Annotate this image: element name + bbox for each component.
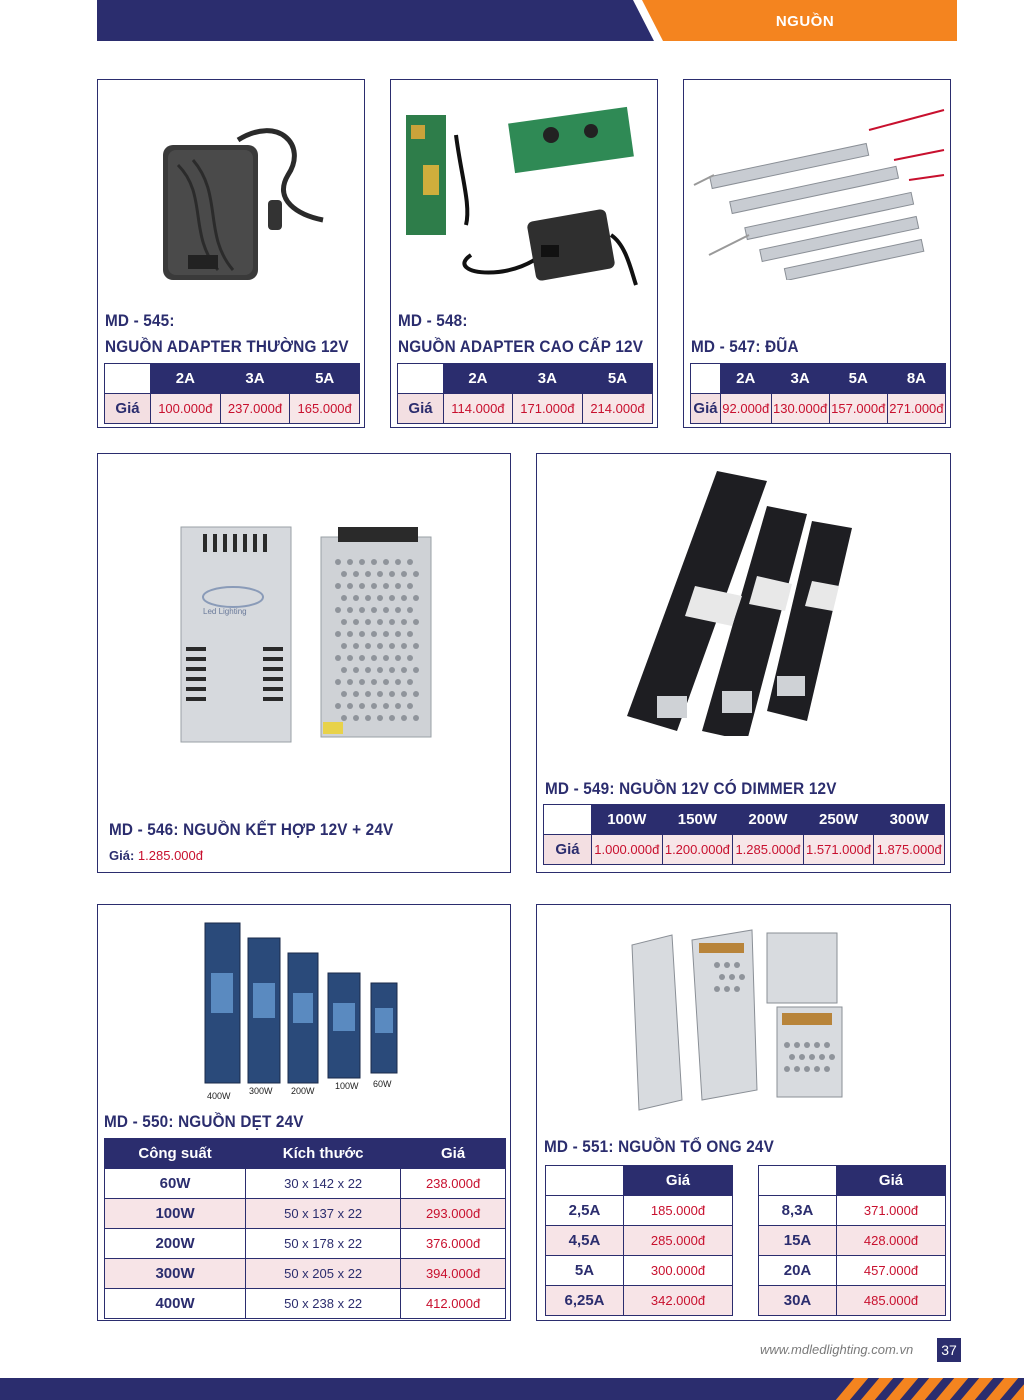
power-cell: 400W [105, 1289, 246, 1319]
page-number: 37 [937, 1338, 961, 1362]
price-cell: 165.000đ [290, 394, 360, 424]
table-row [546, 1226, 733, 1256]
price-cell: 130.000đ [771, 394, 829, 424]
price-table-547 [690, 363, 946, 424]
amp-cell: 8,3A [759, 1196, 837, 1226]
price-cell: 271.000đ [887, 394, 945, 424]
table-corner [105, 364, 151, 394]
amp-cell: 30A [759, 1286, 837, 1316]
price-cell: 293.000đ [401, 1199, 506, 1229]
price-cell: 457.000đ [837, 1256, 946, 1286]
col-header: Kích thước [246, 1139, 401, 1169]
table-corner [759, 1166, 837, 1196]
price-line [109, 848, 203, 863]
col-header: 3A [220, 364, 290, 394]
col-header: 5A [290, 364, 360, 394]
amp-cell: 15A [759, 1226, 837, 1256]
price-cell: 157.000đ [829, 394, 887, 424]
website-url[interactable]: www.mdledlighting.com.vn [760, 1342, 914, 1357]
amp-cell: 5A [546, 1256, 624, 1286]
image-label: 300W [249, 1086, 273, 1096]
size-cell: 30 x 142 x 22 [246, 1169, 401, 1199]
image-label: 60W [373, 1079, 392, 1089]
flat-driver-image [193, 913, 413, 1103]
col-header: 8A [887, 364, 945, 394]
price-label: Giá: [109, 848, 135, 863]
table-row [105, 1289, 506, 1319]
product-title: MD - 546: NGUỒN KẾT HỢP 12V + 24V [109, 820, 394, 839]
row-label: Giá [691, 394, 721, 424]
product-card-548 [390, 79, 658, 428]
col-header: Giá [837, 1166, 946, 1196]
price-cell: 376.000đ [401, 1229, 506, 1259]
price-cell: 428.000đ [837, 1226, 946, 1256]
table-row [759, 1256, 946, 1286]
col-header: 2A [721, 364, 772, 394]
product-card-551 [536, 904, 951, 1321]
table-row [105, 1229, 506, 1259]
col-header: 200W [733, 805, 804, 835]
size-cell: 50 x 137 x 22 [246, 1199, 401, 1229]
price-cell: 92.000đ [721, 394, 772, 424]
table-row [759, 1286, 946, 1316]
col-header: 100W [592, 805, 663, 835]
table-row [105, 1259, 506, 1289]
size-cell: 50 x 178 x 22 [246, 1229, 401, 1259]
product-title: MD - 550: NGUỒN DẸT 24V [104, 1112, 304, 1131]
power-cell: 300W [105, 1259, 246, 1289]
section-title: NGUỒN [775, 13, 835, 30]
price-cell: 342.000đ [624, 1286, 733, 1316]
table-row [759, 1226, 946, 1256]
product-name: NGUỒN ADAPTER CAO CẤP 12V [398, 337, 644, 356]
price-table-545 [104, 363, 360, 424]
honeycomb-driver-image [627, 925, 857, 1115]
price-cell: 285.000đ [624, 1226, 733, 1256]
product-card-550 [97, 904, 511, 1321]
col-header: 3A [771, 364, 829, 394]
row-label: Giá [544, 835, 592, 865]
power-cell: 60W [105, 1169, 246, 1199]
price-cell: 371.000đ [837, 1196, 946, 1226]
product-card-545 [97, 79, 365, 428]
table-row [759, 1196, 946, 1226]
adapter-image [148, 105, 328, 285]
price-cell: 1.000.000đ [592, 835, 663, 865]
power-cell: 100W [105, 1199, 246, 1229]
col-header: 3A [512, 364, 582, 394]
price-cell: 300.000đ [624, 1256, 733, 1286]
col-header: 2A [151, 364, 221, 394]
table-corner [546, 1166, 624, 1196]
table-row [546, 1196, 733, 1226]
amp-cell: 2,5A [546, 1196, 624, 1226]
row-label: Giá [398, 394, 444, 424]
col-header: Giá [401, 1139, 506, 1169]
size-cell: 50 x 205 x 22 [246, 1259, 401, 1289]
image-label: 100W [335, 1081, 359, 1091]
price-table-551-left [545, 1165, 733, 1316]
price-cell: 1.571.000đ [803, 835, 874, 865]
combo-power-image [178, 522, 438, 752]
price-cell: 114.000đ [444, 394, 513, 424]
col-header: 2A [444, 364, 513, 394]
col-header: Giá [624, 1166, 733, 1196]
product-title: MD - 551: NGUỒN TỔ ONG 24V [544, 1137, 774, 1156]
image-label: 400W [207, 1091, 231, 1101]
amp-cell: 20A [759, 1256, 837, 1286]
price-value: 1.285.000đ [137, 848, 203, 863]
price-cell: 485.000đ [837, 1286, 946, 1316]
dimmer-driver-image [617, 466, 877, 736]
price-cell: 185.000đ [624, 1196, 733, 1226]
table-corner [398, 364, 444, 394]
image-label: 200W [291, 1086, 315, 1096]
product-code: MD - 545: [105, 311, 175, 330]
price-cell: 412.000đ [401, 1289, 506, 1319]
col-header: 300W [874, 805, 945, 835]
power-cell: 200W [105, 1229, 246, 1259]
col-header: 150W [662, 805, 733, 835]
table-row [546, 1286, 733, 1316]
adapter-pcb-image [401, 95, 646, 295]
price-cell: 214.000đ [582, 394, 652, 424]
amp-cell: 4,5A [546, 1226, 624, 1256]
price-table-549 [543, 804, 945, 865]
table-row [105, 1169, 506, 1199]
product-card-547 [683, 79, 951, 428]
product-title: MD - 549: NGUỒN 12V CÓ DIMMER 12V [545, 779, 837, 798]
price-cell: 238.000đ [401, 1169, 506, 1199]
logo-text: Led Lighting [203, 607, 247, 616]
price-cell: 1.875.000đ [874, 835, 945, 865]
table-row [546, 1256, 733, 1286]
price-cell: 237.000đ [220, 394, 290, 424]
footer-bar [0, 1378, 1024, 1400]
price-table-551-right [758, 1165, 946, 1316]
col-header: 250W [803, 805, 874, 835]
product-title: MD - 547: ĐŨA [691, 337, 799, 356]
product-card-549 [536, 453, 951, 873]
table-corner [544, 805, 592, 835]
price-cell: 394.000đ [401, 1259, 506, 1289]
price-cell: 1.200.000đ [662, 835, 733, 865]
product-card-546 [97, 453, 511, 873]
col-header: 5A [829, 364, 887, 394]
price-table-548 [397, 363, 653, 424]
product-code: MD - 548: [398, 311, 468, 330]
col-header: 5A [582, 364, 652, 394]
price-cell: 100.000đ [151, 394, 221, 424]
table-corner [691, 364, 721, 394]
amp-cell: 6,25A [546, 1286, 624, 1316]
row-label: Giá [105, 394, 151, 424]
size-price-table-550 [104, 1138, 506, 1319]
price-cell: 171.000đ [512, 394, 582, 424]
table-row [105, 1199, 506, 1229]
col-header: Công suất [105, 1139, 246, 1169]
product-name: NGUỒN ADAPTER THƯỜNG 12V [105, 337, 349, 356]
slim-driver-image [689, 105, 949, 280]
size-cell: 50 x 238 x 22 [246, 1289, 401, 1319]
price-cell: 1.285.000đ [733, 835, 804, 865]
